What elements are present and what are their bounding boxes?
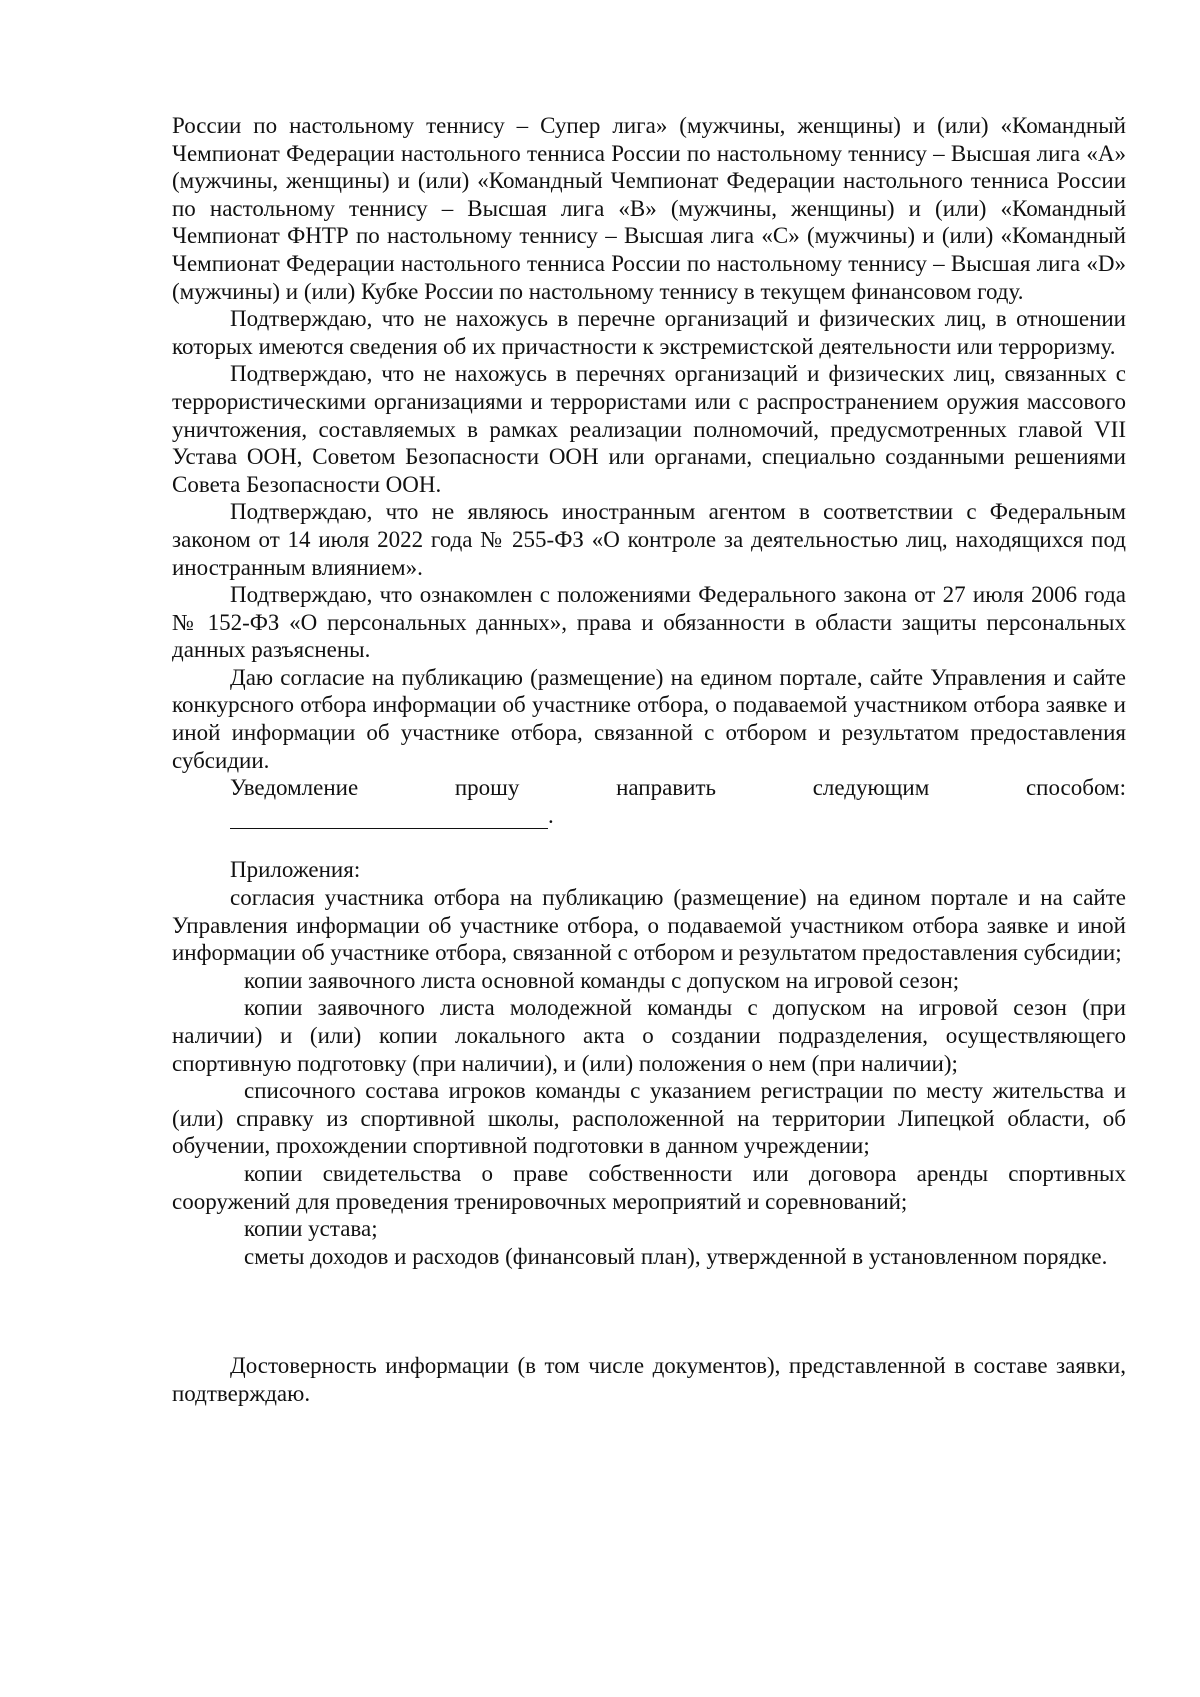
spacer	[172, 1270, 1126, 1352]
attachment-item: копии свидетельства о праве собственности или договора аренды спортивных сооружений для проведения тренировочных мероприятий и соревнований;	[172, 1160, 1126, 1214]
blank-period: .	[548, 802, 554, 828]
paragraph-championships: России по настольному теннису – Супер лига» (мужчины, женщины) и (или) «Командный Чемпионат Федерации настольного тенниса России по настольному теннису – Высшая лига «А» (мужчины, женщины) и (или) «Командный Чемпионат Федерации настольного тенниса России по настольному теннису – Высшая лига «В» (мужчины, женщины) и (или) «Командный Чемпионат ФНТР по настольному теннису – Высшая лига «С» (мужчины) и (или) «Командный Чемпионат Федерации настольного тенниса России по настольному теннису – Высшая лига «D» (мужчины) и (или) Кубке России по настольному теннису в текущем финансовом году.	[172, 113, 1126, 304]
paragraph-extremism-confirmation: Подтверждаю, что не нахожусь в перечне организаций и физических лиц, в отношении которых имеются сведения об их причастности к экстремистской деятельности или терроризму.	[172, 306, 1126, 359]
closing-confirmation: Достоверность информации (в том числе документов), представленной в составе заявки, подтверждаю.	[172, 1353, 1126, 1406]
spacer	[172, 829, 1126, 856]
notification-word: способом:	[1025, 775, 1126, 801]
paragraph-foreign-agent-confirmation: Подтверждаю, что не являюсь иностранным агентом в соответствии с Федеральным законом от 14 июля 2022 года № 255-ФЗ «О контроле за деятельностью лиц, находящихся под иностранным влиянием».	[172, 499, 1126, 580]
notification-word: прошу	[454, 775, 520, 801]
paragraph-publication-consent: Даю согласие на публикацию (размещение) на едином портале, сайте Управления и сайте конкурсного отбора информации об участнике отбора, о подаваемой участником отбора заявке и иной информации об участнике отбора, связанной с отбором и результатом предоставления субсидии.	[172, 664, 1126, 773]
notification-word: направить	[616, 775, 717, 801]
attachment-item: копии устава;	[244, 1216, 378, 1242]
blank-underline	[230, 806, 548, 829]
document-page	[172, 112, 1126, 1408]
attachments-heading: Приложения:	[230, 857, 361, 883]
notification-word: следующим	[812, 775, 930, 801]
attachment-item: списочного состава игроков команды с указанием регистрации по месту жительства и (или) справку из спортивной школы, расположенной на территории Липецкой области, об обучении, прохождении спортивной подготовки в данном учреждении;	[172, 1078, 1126, 1159]
attachment-item: согласия участника отбора на публикацию (размещение) на едином портале и на сайте Управления информации об участнике отбора, о подаваемой участником отбора заявке и иной информации об участнике отбора, связанной с отбором и результатом предоставления субсидии;	[172, 885, 1126, 966]
notification-method-blank	[230, 802, 1126, 830]
paragraph-terrorism-confirmation: Подтверждаю, что не нахожусь в перечнях организаций и физических лиц, связанных с террористическими организациями и террористами или с распространением оружия массового уничтожения, составляемых в рамках реализации полномочий, предусмотренных главой VII Устава ООН, Советом Безопасности ООН или органами, специально созданными решениями Совета Безопасности ООН.	[172, 361, 1126, 497]
notification-word: Уведомление	[230, 775, 359, 801]
paragraph-personal-data-confirmation: Подтверждаю, что ознакомлен с положениями Федерального закона от 27 июля 2006 года № 152-ФЗ «О персональных данных», права и обязанности в области защиты персональных данных разъяснены.	[172, 582, 1126, 663]
attachment-item: копии заявочного листа молодежной команды с допуском на игровой сезон (при наличии) и (или) копии локального акта о создании подразделения, осуществляющего спортивную подготовку (при наличии), и (или) положения о нем (при наличии);	[172, 995, 1126, 1076]
attachment-item: сметы доходов и расходов (финансовый план), утвержденной в установленном порядке.	[244, 1243, 1108, 1269]
notification-request	[230, 774, 1126, 802]
attachment-item: копии заявочного листа основной команды с допуском на игровой сезон;	[244, 967, 960, 993]
